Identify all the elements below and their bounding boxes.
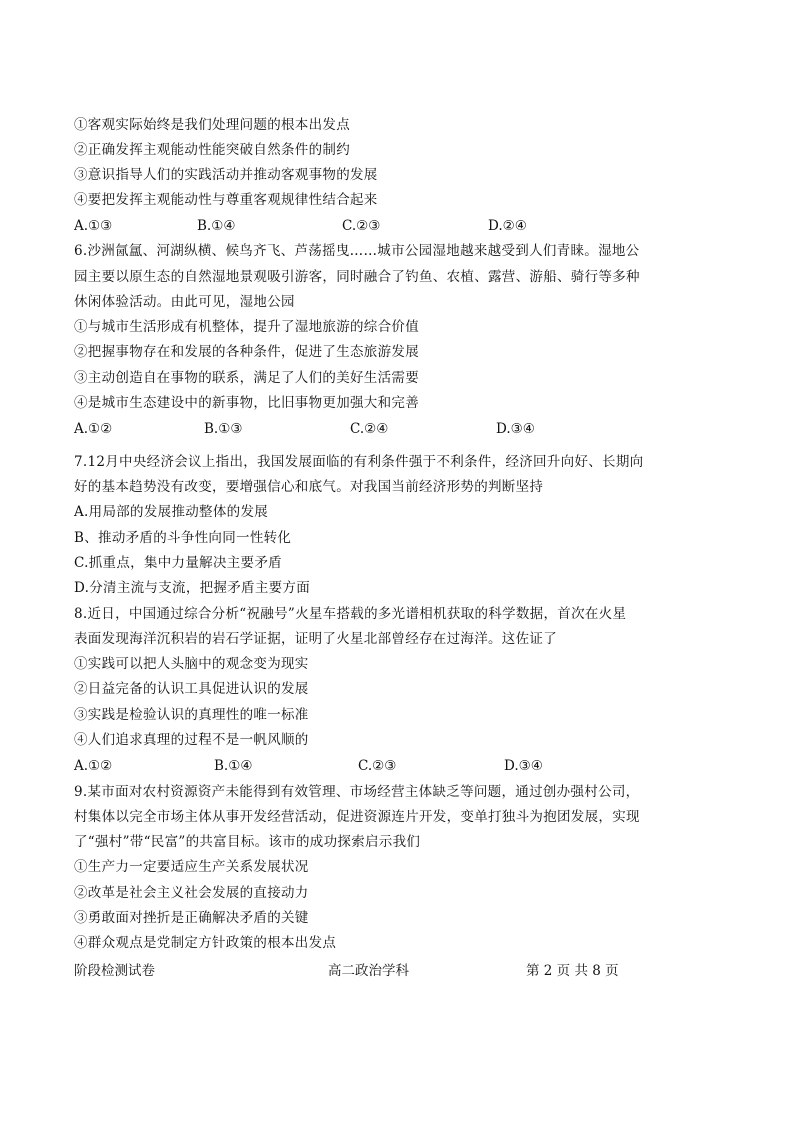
q8-stem-line-2: 表面发现海洋沉积岩的岩石学证据，证明了火星北部曾经存在过海洋。这佐证了: [74, 631, 557, 647]
q6-option-a: A.①②: [74, 421, 113, 437]
q9-statement-2: ②改革是社会主义社会发展的直接动力: [74, 885, 309, 901]
q8-statement-2: ②日益完备的认识工具促进认识的发展: [74, 681, 309, 697]
q5-option-a: A.①③: [74, 218, 113, 234]
q7-stem-line-2: 好的基本趋势没有改变，要增强信心和底气。对我国当前经济形势的判断坚持: [74, 479, 544, 495]
q8-statement-1: ①实践可以把人头脑中的观念变为现实: [74, 656, 309, 672]
q8-statement-3: ③实践是检验认识的真理性的唯一标准: [74, 707, 309, 723]
q8-stem-line-1: 8.近日，中国通过综合分析“祝融号”火星车搭载的多光谱相机获取的科学数据，首次在火星: [74, 606, 627, 622]
q7-stem-line-1: 7.12月中央经济会议上指出，我国发展面临的有利条件强于不利条件，经济回升向好、长期向: [74, 454, 644, 470]
q5-option-b: B.①④: [197, 218, 236, 234]
q5-options: [74, 217, 714, 235]
q5-statement-3: ③意识指导人们的实践活动并推动客观事物的发展: [74, 167, 378, 183]
q9-statement-1: ①生产力一定要适应生产关系发展状况: [74, 859, 309, 875]
q6-stem-line-3: 休闲体验活动。由此可见，湿地公园: [74, 294, 295, 310]
q6-statement-2: ②把握事物存在和发展的各种条件，促进了生态旅游发展: [74, 344, 419, 360]
q6-statement-4: ④是城市生态建设中的新事物，比旧事物更加强大和完善: [74, 395, 419, 411]
q6-stem-line-1: 6.沙洲氤氲、河湖纵横、候鸟齐飞、芦荡摇曳……城市公园湿地越来越受到人们青睐。湿地公: [74, 243, 640, 259]
q6-statement-3: ③主动创造自在事物的联系，满足了人们的美好生活需要: [74, 370, 419, 386]
q6-options: [74, 420, 714, 438]
q8-statement-4: ④人们追求真理的过程不是一帆风顺的: [74, 732, 309, 748]
q9-stem-line-3: 了“强村”带“民富”的共富目标。该市的成功探索启示我们: [74, 834, 421, 850]
q5-statement-4: ④要把发挥主观能动性与尊重客观规律性结合起来: [74, 192, 378, 208]
q6-option-d: D.③④: [496, 421, 535, 437]
q9-stem-line-1: 9.某市面对农村资源资产未能得到有效管理、市场经营主体缺乏等问题，通过创办强村公司，: [74, 784, 640, 800]
q5-statement-1: ①客观实际始终是我们处理问题的根本出发点: [74, 117, 350, 133]
q7-choice-d: D.分清主流与支流，把握矛盾主要方面: [74, 580, 311, 596]
q9-statement-3: ③勇敢面对挫折是正确解决矛盾的关键: [74, 910, 309, 926]
footer-subject: 高二政治学科: [328, 963, 409, 979]
q7-choice-a: A.用局部的发展推动整体的发展: [74, 504, 269, 520]
q9-stem-line-2: 村集体以完全市场主体从事开发经营活动，促进资源连片开发，变单打独斗为抱团发展，实现: [74, 809, 640, 825]
q7-choice-b: B、推动矛盾的斗争性向同一性转化: [74, 530, 292, 546]
q5-statement-2: ②正确发挥主观能动性能突破自然条件的制约: [74, 142, 350, 158]
q8-option-a: A.①②: [74, 758, 113, 774]
q6-option-b: B.①③: [204, 421, 243, 437]
q8-option-c: C.②③: [358, 758, 397, 774]
q8-option-d: D.③④: [504, 758, 543, 774]
q6-statement-1: ①与城市生活形成有机整体，提升了湿地旅游的综合价值: [74, 319, 419, 335]
q6-stem-line-2: 园主要以原生态的自然湿地景观吸引游客，同时融合了钓鱼、农植、露营、游船、骑行等多种: [74, 269, 640, 285]
page-footer: [0, 962, 793, 980]
q9-statement-4: ④群众观点是党制定方针政策的根本出发点: [74, 935, 337, 951]
q7-choice-c: C.抓重点，集中力量解决主要矛盾: [74, 555, 282, 571]
q5-option-c: C.②③: [342, 218, 381, 234]
footer-exam-name: 阶段检测试卷: [74, 963, 155, 979]
q8-options: [74, 757, 714, 775]
q5-option-d: D.②④: [488, 218, 527, 234]
footer-page-number: 第 2 页 共 8 页: [526, 963, 619, 979]
q6-option-c: C.②④: [350, 421, 389, 437]
q8-option-b: B.①④: [214, 758, 253, 774]
